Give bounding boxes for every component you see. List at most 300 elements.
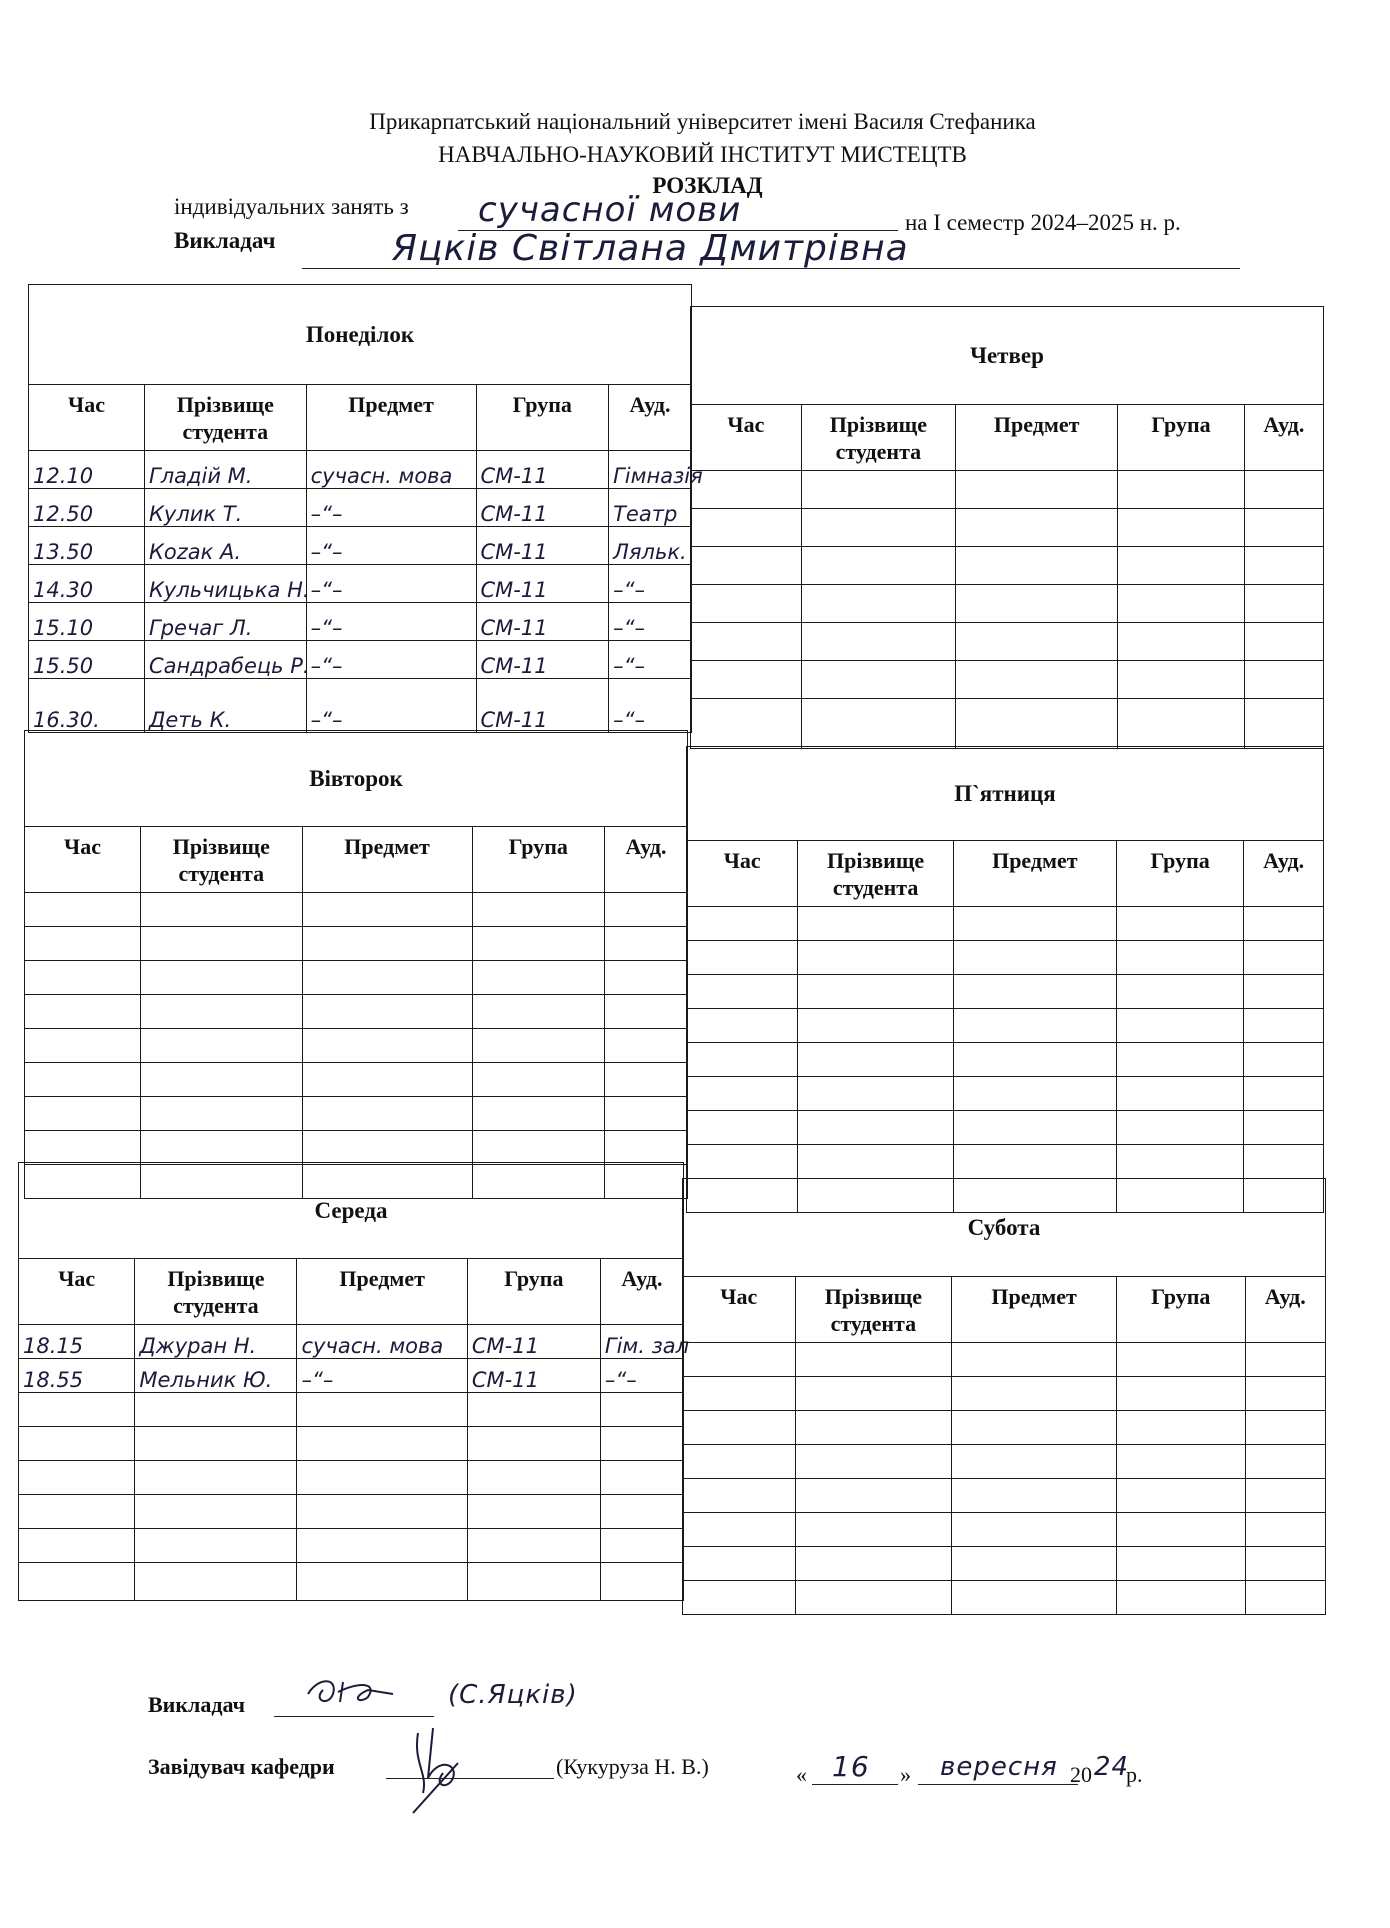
cell-subject bbox=[302, 927, 472, 961]
semester-label: на І семестр 2024–2025 н. р. bbox=[905, 210, 1181, 235]
table-row bbox=[25, 1097, 688, 1131]
cell-room bbox=[605, 1029, 688, 1063]
cell-group bbox=[1118, 661, 1245, 699]
cell-student bbox=[135, 1461, 297, 1495]
cell-room bbox=[1244, 699, 1323, 749]
cell-group bbox=[467, 1393, 600, 1427]
cell-room: –“– bbox=[609, 641, 692, 679]
cell-time: 12.10 bbox=[29, 451, 145, 489]
cell-time: 15.50 bbox=[29, 641, 145, 679]
cell-subject bbox=[302, 1063, 472, 1097]
cell-time bbox=[691, 547, 802, 585]
table-row bbox=[683, 1343, 1326, 1377]
column-header-time: Час bbox=[29, 385, 145, 451]
column-header-group: Група bbox=[1116, 841, 1243, 907]
cell-time: 15.10 bbox=[29, 603, 145, 641]
cell-subject bbox=[952, 1513, 1117, 1547]
schedule-table-saturday bbox=[682, 1178, 1326, 1615]
cell-room bbox=[600, 1393, 683, 1427]
individual-label: індивідуальних занять з bbox=[174, 194, 409, 219]
cell-subject bbox=[956, 661, 1118, 699]
table-row bbox=[19, 1461, 684, 1495]
day-name: Вівторок bbox=[25, 731, 688, 827]
cell-student: Деть К. bbox=[145, 679, 307, 733]
cell-subject bbox=[952, 1377, 1117, 1411]
table-row bbox=[687, 941, 1324, 975]
cell-time bbox=[19, 1529, 135, 1563]
cell-group bbox=[1117, 1581, 1246, 1615]
cell-time bbox=[19, 1461, 135, 1495]
date-year-suffix: 24 bbox=[1094, 1752, 1130, 1782]
column-header-room: Ауд. bbox=[605, 827, 688, 893]
cell-group: СМ-11 bbox=[467, 1325, 600, 1359]
cell-group: СМ-11 bbox=[476, 679, 609, 733]
cell-time bbox=[25, 961, 141, 995]
cell-group bbox=[1116, 1043, 1243, 1077]
cell-room bbox=[605, 1131, 688, 1165]
cell-student bbox=[798, 975, 953, 1009]
cell-subject bbox=[302, 893, 472, 927]
cell-room bbox=[1244, 471, 1323, 509]
cell-group bbox=[1116, 1111, 1243, 1145]
table-row bbox=[691, 471, 1324, 509]
cell-group bbox=[1117, 1411, 1246, 1445]
cell-student bbox=[141, 961, 303, 995]
table-row bbox=[691, 699, 1324, 749]
cell-student: Гладій М. bbox=[145, 451, 307, 489]
cell-group bbox=[472, 995, 605, 1029]
cell-room bbox=[600, 1495, 683, 1529]
teacher-handwritten: Яцків Світлана Дмитрівна bbox=[392, 228, 909, 269]
cell-time bbox=[25, 1131, 141, 1165]
cell-time bbox=[683, 1479, 796, 1513]
cell-room bbox=[1245, 1513, 1325, 1547]
table-row bbox=[683, 1479, 1326, 1513]
cell-room bbox=[605, 1063, 688, 1097]
table-row bbox=[683, 1547, 1326, 1581]
column-header-room: Ауд. bbox=[1245, 1277, 1325, 1343]
day-section-saturday bbox=[682, 1178, 1326, 1614]
cell-subject bbox=[953, 907, 1116, 941]
column-header-student: Прізвище студента bbox=[141, 827, 303, 893]
schedule-table-thursday bbox=[690, 306, 1324, 749]
schedule-table-monday bbox=[28, 284, 703, 733]
cell-group bbox=[472, 961, 605, 995]
cell-room bbox=[1245, 1343, 1325, 1377]
date-close-quote: » bbox=[900, 1762, 911, 1787]
table-row bbox=[29, 565, 692, 603]
cell-group: СМ-11 bbox=[476, 489, 609, 527]
cell-subject bbox=[956, 471, 1118, 509]
cell-subject bbox=[953, 941, 1116, 975]
table-row bbox=[25, 1063, 688, 1097]
column-header-time: Час bbox=[687, 841, 798, 907]
table-row bbox=[19, 1359, 684, 1393]
table-row bbox=[691, 585, 1324, 623]
cell-time bbox=[683, 1581, 796, 1615]
date-day: 16 bbox=[832, 1750, 870, 1783]
day-name: П`ятниця bbox=[687, 747, 1324, 841]
column-header-subject: Предмет bbox=[302, 827, 472, 893]
cell-student bbox=[141, 995, 303, 1029]
cell-time bbox=[25, 1029, 141, 1063]
schedule-table-wednesday bbox=[18, 1162, 690, 1601]
table-row bbox=[29, 603, 692, 641]
cell-room bbox=[1245, 1411, 1325, 1445]
cell-time bbox=[691, 509, 802, 547]
table-row bbox=[19, 1427, 684, 1461]
cell-time bbox=[687, 1077, 798, 1111]
subject-handwritten: сучасної мови bbox=[478, 190, 742, 230]
cell-subject bbox=[297, 1427, 467, 1461]
cell-time bbox=[25, 1063, 141, 1097]
cell-group bbox=[1118, 471, 1245, 509]
cell-subject: –“– bbox=[306, 565, 476, 603]
cell-student bbox=[795, 1581, 952, 1615]
cell-subject bbox=[297, 1563, 467, 1601]
column-header-student: Прізвище студента bbox=[798, 841, 953, 907]
cell-group bbox=[467, 1529, 600, 1563]
table-row bbox=[29, 489, 692, 527]
cell-student bbox=[798, 1009, 953, 1043]
cell-group bbox=[1118, 585, 1245, 623]
cell-room bbox=[1245, 1581, 1325, 1615]
cell-student bbox=[141, 893, 303, 927]
column-header-room: Ауд. bbox=[1244, 405, 1323, 471]
cell-room: Гім. зал bbox=[600, 1325, 683, 1359]
cell-time bbox=[691, 661, 802, 699]
table-row bbox=[25, 927, 688, 961]
cell-time bbox=[687, 907, 798, 941]
cell-time: 18.15 bbox=[19, 1325, 135, 1359]
cell-student bbox=[135, 1427, 297, 1461]
cell-room bbox=[1244, 547, 1323, 585]
cell-subject bbox=[297, 1495, 467, 1529]
column-header-group: Група bbox=[476, 385, 609, 451]
cell-group bbox=[1116, 1077, 1243, 1111]
column-header-room: Ауд. bbox=[1244, 841, 1324, 907]
cell-group bbox=[1117, 1547, 1246, 1581]
cell-group bbox=[1116, 1145, 1243, 1179]
cell-room bbox=[1245, 1547, 1325, 1581]
cell-student bbox=[801, 471, 955, 509]
teacher-label: Викладач bbox=[174, 228, 276, 253]
cell-student bbox=[795, 1479, 952, 1513]
table-row bbox=[687, 1111, 1324, 1145]
table-row bbox=[25, 1029, 688, 1063]
table-row bbox=[19, 1325, 684, 1359]
institute-name: НАВЧАЛЬНО-НАУКОВИЙ ІНСТИТУТ МИСТЕЦТВ bbox=[438, 142, 967, 167]
cell-student bbox=[801, 661, 955, 699]
cell-student: Мельник Ю. bbox=[135, 1359, 297, 1393]
cell-subject: –“– bbox=[306, 641, 476, 679]
cell-time bbox=[25, 893, 141, 927]
cell-student bbox=[798, 1043, 953, 1077]
cell-time bbox=[687, 1111, 798, 1145]
cell-room bbox=[1244, 907, 1324, 941]
cell-student bbox=[801, 509, 955, 547]
table-row bbox=[29, 679, 692, 733]
cell-subject bbox=[302, 1097, 472, 1131]
cell-group bbox=[472, 1131, 605, 1165]
cell-group bbox=[467, 1461, 600, 1495]
cell-group bbox=[467, 1495, 600, 1529]
cell-room bbox=[600, 1427, 683, 1461]
cell-student bbox=[795, 1343, 952, 1377]
cell-student bbox=[801, 547, 955, 585]
day-section-thursday bbox=[690, 306, 1324, 748]
table-row bbox=[25, 893, 688, 927]
column-header-subject: Предмет bbox=[953, 841, 1116, 907]
cell-room bbox=[1245, 1445, 1325, 1479]
cell-student: Кулик Т. bbox=[145, 489, 307, 527]
cell-group: СМ-11 bbox=[476, 641, 609, 679]
table-row bbox=[691, 547, 1324, 585]
cell-group: СМ-11 bbox=[476, 565, 609, 603]
cell-room bbox=[1244, 1145, 1324, 1179]
table-row bbox=[687, 1009, 1324, 1043]
footer-head-name: (Кукуруза Н. В.) bbox=[556, 1754, 709, 1779]
teacher-signature-icon bbox=[298, 1672, 408, 1712]
table-row bbox=[687, 975, 1324, 1009]
cell-room bbox=[605, 995, 688, 1029]
cell-student bbox=[795, 1513, 952, 1547]
cell-room bbox=[1245, 1377, 1325, 1411]
column-header-group: Група bbox=[1118, 405, 1245, 471]
cell-subject bbox=[953, 1111, 1116, 1145]
cell-group bbox=[1118, 699, 1245, 749]
cell-subject bbox=[302, 1029, 472, 1063]
day-name: Четвер bbox=[691, 307, 1324, 405]
cell-student bbox=[795, 1445, 952, 1479]
cell-time bbox=[19, 1495, 135, 1529]
column-header-time: Час bbox=[691, 405, 802, 471]
cell-time: 16.30. bbox=[29, 679, 145, 733]
cell-student: Джуран Н. bbox=[135, 1325, 297, 1359]
date-year-end: р. bbox=[1126, 1762, 1143, 1787]
cell-time bbox=[19, 1393, 135, 1427]
cell-time bbox=[687, 941, 798, 975]
table-row bbox=[19, 1529, 684, 1563]
table-row bbox=[25, 1131, 688, 1165]
cell-time bbox=[687, 1145, 798, 1179]
date-year-prefix: 20 bbox=[1070, 1762, 1092, 1787]
cell-student bbox=[141, 1097, 303, 1131]
cell-subject: –“– bbox=[306, 603, 476, 641]
cell-subject bbox=[956, 585, 1118, 623]
day-section-friday bbox=[686, 746, 1324, 1180]
cell-student bbox=[798, 1111, 953, 1145]
cell-time bbox=[683, 1343, 796, 1377]
cell-group bbox=[1116, 941, 1243, 975]
table-row bbox=[683, 1445, 1326, 1479]
table-row bbox=[683, 1513, 1326, 1547]
cell-time bbox=[19, 1563, 135, 1601]
cell-room bbox=[605, 961, 688, 995]
cell-student: Коzак А. bbox=[145, 527, 307, 565]
table-row bbox=[683, 1411, 1326, 1445]
cell-group bbox=[472, 1063, 605, 1097]
cell-room bbox=[605, 1097, 688, 1131]
cell-group bbox=[472, 1097, 605, 1131]
cell-time bbox=[691, 585, 802, 623]
cell-group bbox=[1116, 975, 1243, 1009]
table-row bbox=[29, 641, 692, 679]
cell-subject bbox=[956, 509, 1118, 547]
cell-group bbox=[472, 927, 605, 961]
cell-subject bbox=[952, 1445, 1117, 1479]
table-row bbox=[687, 1145, 1324, 1179]
cell-subject: сучасн. мова bbox=[306, 451, 476, 489]
cell-student: Сандрабець Р. bbox=[145, 641, 307, 679]
cell-group bbox=[1117, 1513, 1246, 1547]
column-header-time: Час bbox=[25, 827, 141, 893]
footer-teacher-label: Викладач bbox=[148, 1692, 246, 1717]
day-name: Понеділок bbox=[29, 285, 692, 385]
column-header-group: Група bbox=[467, 1259, 600, 1325]
cell-group bbox=[1117, 1377, 1246, 1411]
column-header-subject: Предмет bbox=[306, 385, 476, 451]
cell-time bbox=[691, 699, 802, 749]
table-row bbox=[687, 907, 1324, 941]
cell-student bbox=[801, 699, 955, 749]
cell-group bbox=[1118, 509, 1245, 547]
date-open-quote: « bbox=[796, 1762, 807, 1787]
cell-room bbox=[1244, 1043, 1324, 1077]
table-row bbox=[19, 1393, 684, 1427]
cell-time bbox=[683, 1513, 796, 1547]
cell-student bbox=[141, 1131, 303, 1165]
cell-subject bbox=[297, 1461, 467, 1495]
cell-student bbox=[135, 1529, 297, 1563]
cell-subject bbox=[953, 1043, 1116, 1077]
column-header-room: Ауд. bbox=[609, 385, 692, 451]
schedule-table-tuesday bbox=[24, 730, 688, 1199]
cell-time bbox=[683, 1445, 796, 1479]
day-name: Субота bbox=[683, 1179, 1326, 1277]
cell-room bbox=[600, 1563, 683, 1601]
column-header-time: Час bbox=[19, 1259, 135, 1325]
cell-room: Гімназія bbox=[609, 451, 692, 489]
cell-room bbox=[605, 927, 688, 961]
cell-group bbox=[1116, 1009, 1243, 1043]
cell-room bbox=[1244, 1009, 1324, 1043]
cell-time bbox=[687, 1043, 798, 1077]
cell-subject: сучасн. мова bbox=[297, 1325, 467, 1359]
day-name: Середа bbox=[19, 1163, 684, 1259]
cell-student: Кульчицька Н. bbox=[145, 565, 307, 603]
cell-time: 18.55 bbox=[19, 1359, 135, 1393]
cell-group bbox=[1116, 907, 1243, 941]
footer-teacher-name: (С.Яцків) bbox=[448, 1680, 578, 1710]
cell-time bbox=[691, 623, 802, 661]
cell-room: Ляльк. bbox=[609, 527, 692, 565]
cell-time bbox=[683, 1411, 796, 1445]
footer-head-label: Завідувач кафедри bbox=[148, 1754, 335, 1779]
day-section-tuesday bbox=[24, 730, 688, 1164]
cell-time: 12.50 bbox=[29, 489, 145, 527]
cell-time bbox=[683, 1547, 796, 1581]
cell-student bbox=[795, 1547, 952, 1581]
cell-room: –“– bbox=[609, 603, 692, 641]
cell-student bbox=[798, 941, 953, 975]
day-section-wednesday bbox=[18, 1162, 690, 1600]
column-header-student: Прізвище студента bbox=[145, 385, 307, 451]
column-header-group: Група bbox=[1117, 1277, 1246, 1343]
cell-subject bbox=[952, 1343, 1117, 1377]
table-row bbox=[687, 1077, 1324, 1111]
cell-room bbox=[600, 1461, 683, 1495]
table-row bbox=[691, 661, 1324, 699]
column-header-room: Ауд. bbox=[600, 1259, 683, 1325]
cell-subject bbox=[297, 1529, 467, 1563]
cell-student bbox=[135, 1563, 297, 1601]
table-row bbox=[683, 1377, 1326, 1411]
cell-group bbox=[1117, 1343, 1246, 1377]
cell-student bbox=[798, 907, 953, 941]
cell-room: –“– bbox=[609, 565, 692, 603]
cell-time bbox=[691, 471, 802, 509]
cell-time bbox=[19, 1427, 135, 1461]
cell-room bbox=[1245, 1479, 1325, 1513]
cell-group bbox=[467, 1427, 600, 1461]
cell-time: 14.30 bbox=[29, 565, 145, 603]
cell-subject bbox=[953, 1077, 1116, 1111]
cell-group bbox=[1118, 623, 1245, 661]
cell-room bbox=[1244, 1111, 1324, 1145]
column-header-student: Прізвище студента bbox=[135, 1259, 297, 1325]
table-row bbox=[687, 1043, 1324, 1077]
column-header-subject: Предмет bbox=[952, 1277, 1117, 1343]
column-header-subject: Предмет bbox=[297, 1259, 467, 1325]
cell-room bbox=[1244, 509, 1323, 547]
head-signature-icon bbox=[398, 1718, 488, 1818]
column-header-time: Час bbox=[683, 1277, 796, 1343]
cell-subject bbox=[302, 1131, 472, 1165]
cell-subject: –“– bbox=[297, 1359, 467, 1393]
cell-time bbox=[25, 995, 141, 1029]
cell-group bbox=[1118, 547, 1245, 585]
cell-student bbox=[795, 1377, 952, 1411]
cell-time bbox=[687, 975, 798, 1009]
cell-subject: –“– bbox=[306, 489, 476, 527]
cell-subject bbox=[953, 975, 1116, 1009]
cell-subject bbox=[953, 1009, 1116, 1043]
university-name: Прикарпатський національний університет імені Василя Стефаника bbox=[369, 109, 1036, 134]
document-title: РОЗКЛАД bbox=[652, 173, 763, 198]
table-row bbox=[29, 527, 692, 565]
table-row bbox=[683, 1581, 1326, 1615]
cell-group bbox=[467, 1563, 600, 1601]
cell-subject bbox=[297, 1393, 467, 1427]
date-month: вересня bbox=[940, 1752, 1058, 1782]
table-row bbox=[19, 1495, 684, 1529]
cell-subject bbox=[302, 995, 472, 1029]
cell-subject bbox=[952, 1547, 1117, 1581]
cell-group bbox=[472, 893, 605, 927]
cell-group bbox=[472, 1029, 605, 1063]
table-row bbox=[25, 961, 688, 995]
cell-student bbox=[141, 1063, 303, 1097]
cell-subject bbox=[956, 623, 1118, 661]
cell-student bbox=[801, 585, 955, 623]
cell-subject bbox=[956, 699, 1118, 749]
cell-subject: –“– bbox=[306, 527, 476, 565]
table-row bbox=[19, 1563, 684, 1601]
cell-group bbox=[1117, 1479, 1246, 1513]
cell-group: СМ-11 bbox=[467, 1359, 600, 1393]
cell-subject bbox=[952, 1479, 1117, 1513]
